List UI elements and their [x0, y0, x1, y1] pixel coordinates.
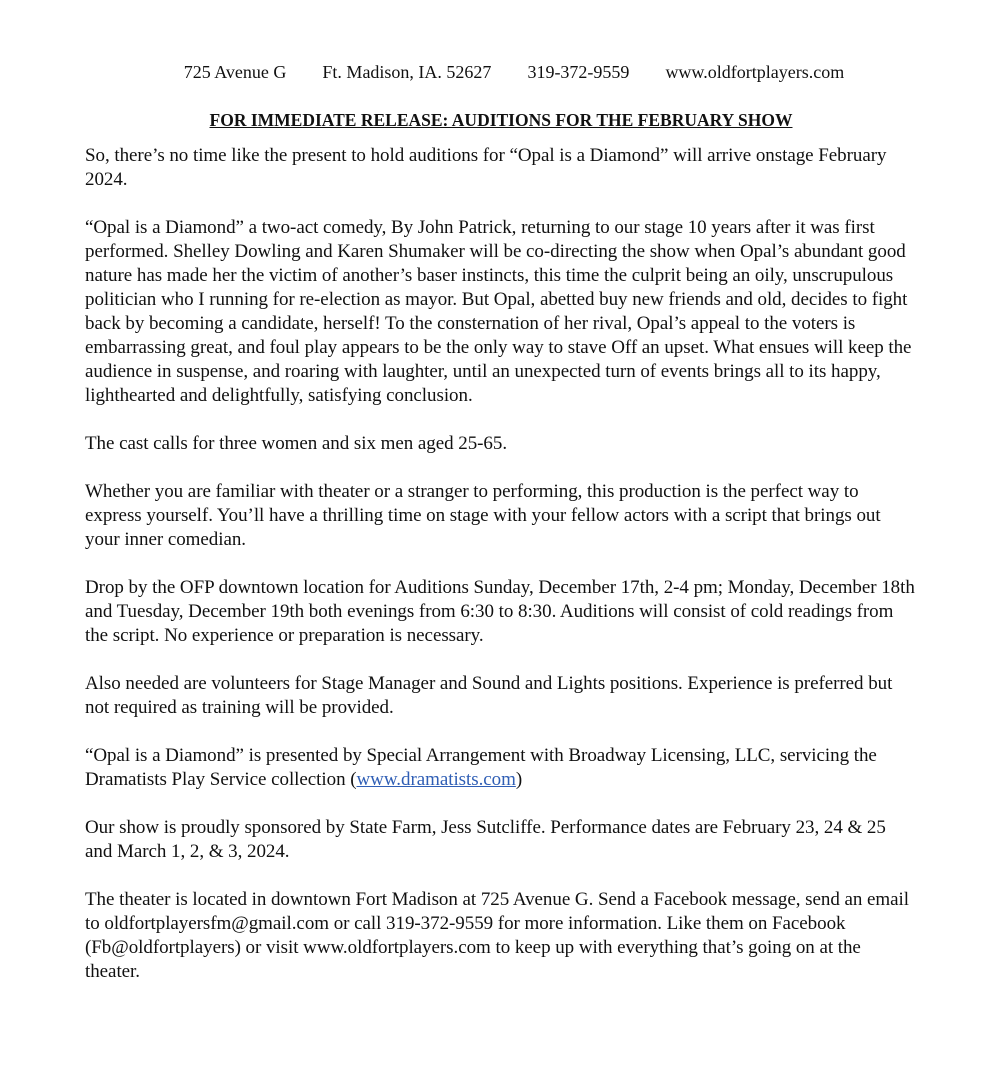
schedule-paragraph: Drop by the OFP downtown location for Auditions Sunday, December 17th, 2-4 pm; Monday, December 18th and Tuesday, December 19th both evenings from 6:30 to 8:30. Auditions will consist of cold readings from the script. No experience or preparation is necessary.: [85, 577, 915, 646]
sponsor-paragraph: Our show is proudly sponsored by State Farm, Jess Sutcliffe. Performance dates are February 23, 24 & 25 and March 1, 2, & 3, 2024.: [85, 817, 886, 862]
letterhead-phone: 319-372-9559: [527, 62, 630, 82]
cast-paragraph: The cast calls for three women and six men aged 25-65.: [85, 433, 508, 454]
licensing-text: “Opal is a Diamond” is presented by Special Arrangement with Broadway Licensing, LLC, servicing the Dramatists Play Service collection (: [85, 745, 877, 790]
letterhead-address: 725 Avenue G: [183, 62, 287, 82]
synopsis-paragraph: “Opal is a Diamond” a two-act comedy, By John Patrick, returning to our stage 10 years after it was first performed. Shelley Dowling and Karen Shumaker will be co-directing the show when Opal’s abundant good nature has made her the victim of another’s baser instincts, this time the culprit being an oily, unscrupulous politician who I running for re-election as mayor. But Opal, abetted buy new friends and old, decides to fight back by becoming a candidate, herself! To the consternation of her rival, Opal’s appeal to the voters is embarrassing great, and foul play appears to be the only way to stave Off an upset. What ensues will keep the audience in suspense, and roaring with laughter, until an unexpected turn of events brings all to its happy, lighthearted and delightfully, satisfying conclusion.: [85, 217, 912, 406]
press-release-headline: FOR IMMEDIATE RELEASE: AUDITIONS FOR THE FEBRUARY SHOW: [209, 110, 793, 130]
licensing-paragraph: [85, 744, 917, 792]
licensing-close-paren: ): [515, 769, 523, 790]
letterhead-website: www.oldfortplayers.com: [665, 62, 845, 82]
letterhead-city: Ft. Madison, IA. 52627: [322, 62, 492, 82]
letterhead: [85, 60, 917, 84]
contact-paragraph: The theater is located in downtown Fort Madison at 725 Avenue G. Send a Facebook message, send an email to oldfortplayersfm@gmail.com or call 319-372-9559 for more information. Like them on Facebook (Fb@oldfortplayers) or visit www.oldfortplayers.com to keep up with everything that’s going on at the theater.: [85, 889, 909, 982]
dramatists-link[interactable]: www.dramatists.com: [356, 769, 516, 790]
volunteers-paragraph: Also needed are volunteers for Stage Manager and Sound and Lights positions. Experience is preferred but not required as training will be provided.: [85, 673, 893, 718]
invite-paragraph: Whether you are familiar with theater or a stranger to performing, this production is the perfect way to express yourself. You’ll have a thrilling time on stage with your fellow actors with a script that brings out your inner comedian.: [85, 481, 881, 550]
intro-paragraph: So, there’s no time like the present to hold auditions for “Opal is a Diamond” will arrive onstage February 2024.: [85, 145, 887, 190]
